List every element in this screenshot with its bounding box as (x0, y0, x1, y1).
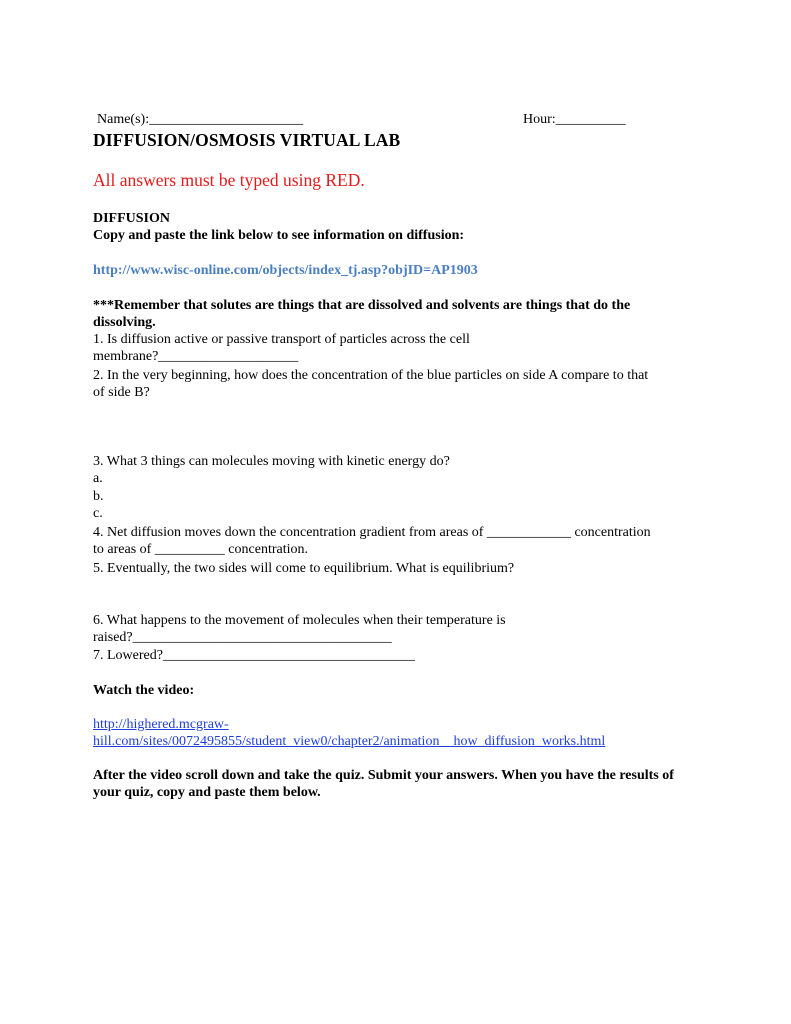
section-heading: DIFFUSION (93, 211, 171, 226)
question-1-line-2: membrane?____________________ (93, 349, 299, 365)
question-6-line-1: 6. What happens to the movement of molecules when their temperature is (93, 613, 506, 628)
question-3-option-b: b. (93, 488, 104, 504)
question-1 (93, 331, 703, 366)
question-3-text: 3. What 3 things can molecules moving with kinetic energy do? (93, 454, 450, 469)
section-subheading: Copy and paste the link below to see information on diffusion: (93, 228, 465, 243)
question-6-line-2: raised?_____________________________________ (93, 630, 392, 646)
question-2-line-2: of side B? (93, 385, 150, 401)
question-7: 7. Lowered?____________________________________ (93, 648, 415, 663)
question-2-line-1: 2. In the very beginning, how does the concentration of the blue particles on side A compare to that (93, 368, 649, 383)
hour-field-label: Hour:__________ (523, 112, 626, 127)
video-heading: Watch the video: (93, 683, 195, 698)
question-3 (93, 453, 703, 522)
question-2 (93, 367, 703, 402)
question-4-line-1: 4. Net diffusion moves down the concentration gradient from areas of ____________ concentration (93, 525, 651, 540)
question-3-option-a: a. (93, 471, 103, 487)
question-3-option-c: c. (93, 505, 103, 521)
closing-instructions: After the video scroll down and take the quiz. Submit your answers. When you have the results of your quiz, copy and paste them below. (93, 768, 674, 801)
video-link[interactable] (93, 716, 703, 751)
red-instruction: All answers must be typed using RED. (93, 170, 365, 190)
name-field-label: Name(s):______________________ (97, 112, 304, 127)
question-1-line-1: 1. Is diffusion active or passive transport of particles across the cell (93, 332, 470, 347)
question-6 (93, 612, 703, 647)
video-link-line-1[interactable]: http://highered.mcgraw- (93, 717, 229, 732)
question-5: 5. Eventually, the two sides will come to equilibrium. What is equilibrium? (93, 561, 515, 576)
page-title: DIFFUSION/OSMOSIS VIRTUAL LAB (93, 130, 401, 150)
wisc-online-link[interactable]: http://www.wisc-online.com/objects/index_tj.asp?objID=AP1903 (93, 263, 478, 278)
reminder-note: ***Remember that solutes are things that are dissolved and solvents are things that do the dissolving. (93, 298, 631, 331)
question-4-line-2: to areas of __________ concentration. (93, 542, 308, 558)
question-4 (93, 524, 703, 559)
video-link-line-2[interactable]: hill.com/sites/0072495855/student_view0/chapter2/animation__how_diffusion_works.html (93, 734, 606, 750)
